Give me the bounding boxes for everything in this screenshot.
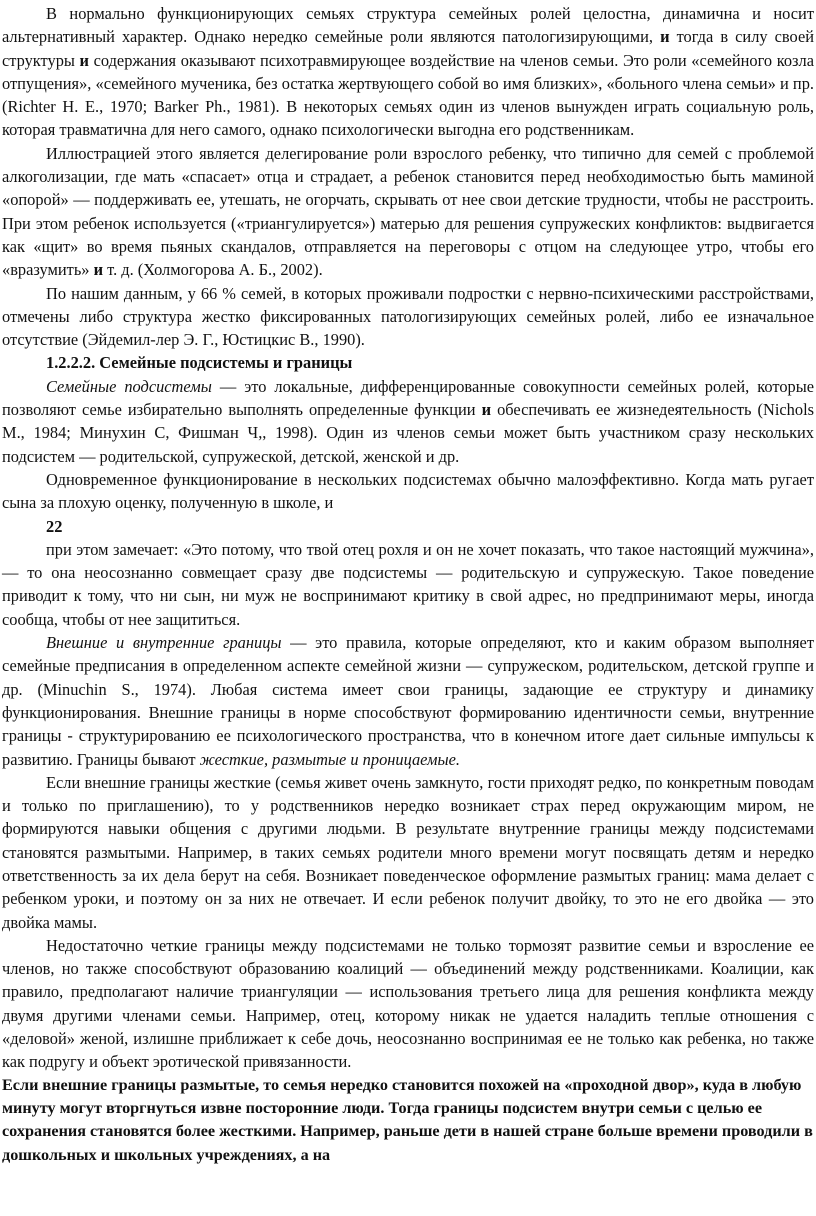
text-fragment: — это локальные, дифференцированные совокупности семейных ролей, которые позволяют семье избирательно выполнять определенные функции: [2, 376, 814, 420]
page-number: 22: [46, 516, 63, 536]
bold-conjunction: и: [660, 27, 670, 47]
bold-conjunction: и: [79, 50, 89, 70]
paragraph-mother-example: при этом замечает: «Это потому, что твой отец рохля и он не хочет показать, что такое настоящий мужчина», — то она неосознанно совмещает сразу две подсистемы — родительскую и супружескую. Такое поведение приводит к тому, что ни сын, ни муж не воспринимают критику в свой адрес, но предпринимают меры, иногда сообща, чтобы от нее защититься.: [2, 539, 814, 629]
italic-term: Внешние и внутренние границы: [46, 633, 282, 653]
text-fragment: тогда в силу своей структуры: [2, 27, 814, 70]
section-heading: 1.2.2.2. Семейные подсистемы и границы: [46, 353, 353, 373]
paragraph-blurred-boundaries: Если внешние границы размытые, то семья нередко становится похожей на «проходной двор», куда в любую минуту могут вторгнуться извне посторонние люди. Тогда границы подсистем внутри семьи с целью ее сохранения становятся более жесткими. Например, раньше дети в нашей стране больше времени проводили в дошкольных и школьных учреждениях, а на: [2, 1075, 813, 1164]
paragraph-simultaneous-functioning: Одновременное функционирование в нескольких подсистемах обычно малоэффективно. Когда мать ругает сына за плохую оценку, полученную в школе, и: [2, 469, 814, 513]
text-fragment: содержания оказывают психотравмирующее воздействие на членов семьи. Это роли «семейного козла отпущения», «семейного мученика, без остатка жертвующего собой во имя близких», «больного члена семьи» и пр. (Richter H. E., 1970; Barker Ph., 1981). В некоторых семьях один из членов вынужден играть социальную роль, которая травматична для него самого, однако психологически выгодна его родственникам.: [2, 50, 814, 140]
paragraph-coalitions: Недостаточно четкие границы между подсистемами не только тормозят развитие семьи и взросление ее членов, но также способствуют образованию коалиций — объединений между родственниками. Коалиции, как правило, предполагают наличие триангуляции — использования третьего лица для решения конфликта между двумя другими членами семьи. Например, отец, которому никак не удается наладить теплые отношения с «деловой» женой, излишне приближает к себе дочь, неосознанно воспринимая ее не только как ребенка, но также как подругу и объект эротической привязанности.: [2, 935, 814, 1072]
paragraph-statistics: По нашим данным, у 66 % семей, в которых проживали подростки с нервно-психическими расстройствами, отмечены либо структура жестко фиксированных патологизирующих семейных ролей, либо ее изначальное отсутствие (Эйдемил-лер Э. Г., Юстицкис В., 1990).: [2, 283, 814, 350]
italic-term: жесткие, размытые и проницаемые.: [199, 749, 460, 769]
paragraph-rigid-boundaries: Если внешние границы жесткие (семья живет очень замкнуто, гости приходят редко, по конкретным поводам и только по приглашению), то у родственников нередко возникает страх перед окружающим миром, не формируются навыки общения с другими людьми. В результате внутренние границы между подсистемами становятся размытыми. Например, в таких семьях родители много времени могут посвящать детям и нередко ответственность за их дела берут на себя. Возникает поведенческое оформление размытых границ: мама делает с ребенком уроки, и поэтому он за них не отвечает. И если ребенок получит двойку, то это не его двойка — это двойка мамы.: [2, 772, 814, 932]
text-fragment: В нормально функционирующих семьях структура семейных ролей целостна, динамична и носит альтернативный характер. Однако нередко семейные роли являются патологизирующими,: [2, 4, 814, 47]
paragraph-subsystems: [2, 375, 814, 468]
text-fragment: т. д. (Холмогорова А. Б., 2002).: [103, 260, 323, 280]
text-fragment: обеспечивать ее жизнедеятельность (Nichols M., 1984; Минухин С, Фишман Ч,, 1998). Один из членов семьи может быть участником сразу нескольких подсистем — родительской, супружеской, детской, женской и др.: [2, 400, 815, 466]
paragraph-role-delegation: [2, 142, 814, 282]
bold-conjunction: и: [481, 400, 492, 420]
paragraph-family-roles: [2, 2, 814, 142]
paragraph-boundaries: [2, 631, 814, 771]
text-fragment: Иллюстрацией этого является делегирование роли взрослого ребенку, что типично для семей с проблемой алкоголизации, где мать «спасает» отца и страдает, а ребенок становится перед необходимостью быть маминой «опорой» — поддерживать ее, утешать, не огорчать, скрывать от нее свои детские трудности, чтобы не расстроить. При этом ребенок используется («триангулируется») матерью для решения супружеских конфликтов: выдвигается как «щит» во время пьяных скандалов, отправляется на переговоры с отцом на следующее утро, чтобы его «вразумить»: [2, 143, 814, 280]
text-fragment: — это правила, которые определяют, кто и каким образом выполняет семейные предписания в определенном аспекте семейной жизни — супружеском, родительском, детской группе и др. (Minuchin S., 1974). Любая система имеет свои границы, задающие ее структуру и динамику функционирования. Внешние границы в норме способствуют формированию идентичности семьи, внутренние границы - структурированию ее психологического пространства, что в конечном итоге дает сильные импульсы к развитию. Границы бывают: [2, 633, 814, 769]
italic-term: Семейные подсистемы: [46, 376, 212, 396]
bold-conjunction: и: [93, 260, 104, 280]
